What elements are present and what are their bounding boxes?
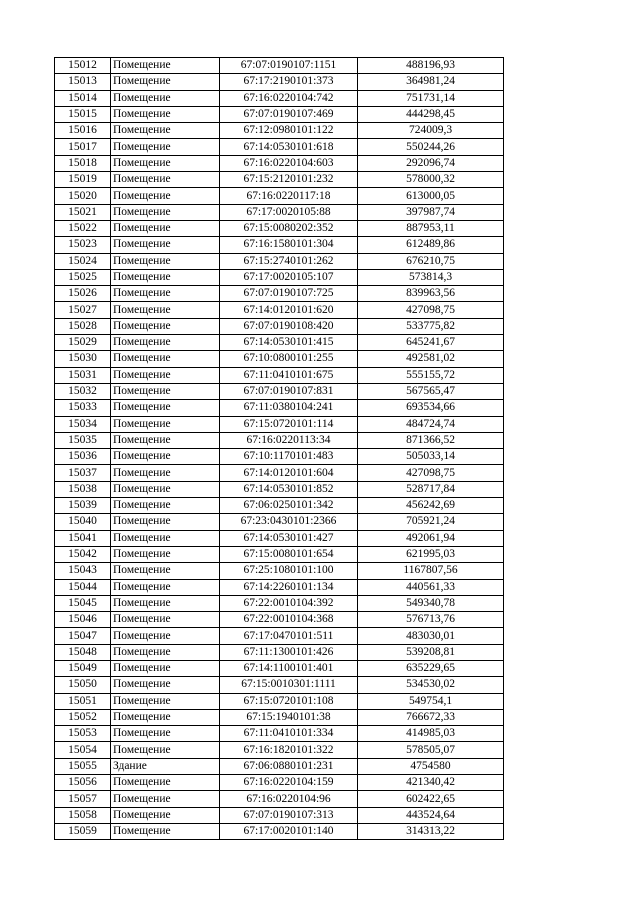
cadastral-value: 621995,03 <box>358 546 504 562</box>
cadastral-value: 612489,86 <box>358 237 504 253</box>
row-number: 15027 <box>55 302 111 318</box>
cadastral-value: 602422,65 <box>358 791 504 807</box>
cadastral-number: 67:16:1580101:304 <box>220 237 358 253</box>
cadastral-number: 67:23:0430101:2366 <box>220 514 358 530</box>
table-row <box>55 188 504 204</box>
cadastral-value: 364981,24 <box>358 74 504 90</box>
table-row <box>55 204 504 220</box>
object-type: Помещение <box>111 400 220 416</box>
cadastral-number: 67:15:0720101:108 <box>220 693 358 709</box>
row-number: 15043 <box>55 563 111 579</box>
cadastral-value: 534530,02 <box>358 677 504 693</box>
table-row <box>55 449 504 465</box>
object-type: Помещение <box>111 74 220 90</box>
row-number: 15025 <box>55 269 111 285</box>
table-row <box>55 726 504 742</box>
row-number: 15036 <box>55 449 111 465</box>
cadastral-value: 635229,65 <box>358 660 504 676</box>
object-type: Помещение <box>111 449 220 465</box>
table-row <box>55 269 504 285</box>
table-row <box>55 628 504 644</box>
row-number: 15040 <box>55 514 111 530</box>
cadastral-number: 67:22:0010104:368 <box>220 612 358 628</box>
object-type: Помещение <box>111 693 220 709</box>
object-type: Помещение <box>111 416 220 432</box>
row-number: 15058 <box>55 807 111 823</box>
cadastral-number: 67:16:1820101:322 <box>220 742 358 758</box>
object-type: Помещение <box>111 106 220 122</box>
table-row <box>55 579 504 595</box>
cadastral-value: 751731,14 <box>358 90 504 106</box>
cadastral-number: 67:14:0530101:618 <box>220 139 358 155</box>
table-row <box>55 302 504 318</box>
cadastral-number: 67:07:0190107:1151 <box>220 58 358 74</box>
cadastral-value: 549754,1 <box>358 693 504 709</box>
cadastral-number: 67:25:1080101:100 <box>220 563 358 579</box>
table-row <box>55 791 504 807</box>
object-type: Помещение <box>111 628 220 644</box>
cadastral-value: 440561,33 <box>358 579 504 595</box>
cadastral-number: 67:17:0020105:107 <box>220 269 358 285</box>
cadastral-value: 528717,84 <box>358 481 504 497</box>
cadastral-number: 67:07:0190108:420 <box>220 318 358 334</box>
row-number: 15039 <box>55 498 111 514</box>
cadastral-value: 4754580 <box>358 758 504 774</box>
table-row <box>55 286 504 302</box>
row-number: 15041 <box>55 530 111 546</box>
object-type: Помещение <box>111 318 220 334</box>
table-row <box>55 807 504 823</box>
property-table <box>54 57 504 840</box>
cadastral-value: 492581,02 <box>358 351 504 367</box>
table-row <box>55 220 504 236</box>
table-row <box>55 612 504 628</box>
table-row <box>55 172 504 188</box>
object-type: Помещение <box>111 709 220 725</box>
table-row <box>55 595 504 611</box>
table-row <box>55 139 504 155</box>
cadastral-value: 414985,03 <box>358 726 504 742</box>
cadastral-value: 488196,93 <box>358 58 504 74</box>
table-row <box>55 383 504 399</box>
cadastral-number: 67:14:0120101:620 <box>220 302 358 318</box>
table-row <box>55 758 504 774</box>
object-type: Помещение <box>111 563 220 579</box>
cadastral-number: 67:14:0530101:415 <box>220 335 358 351</box>
cadastral-value: 573814,3 <box>358 269 504 285</box>
row-number: 15024 <box>55 253 111 269</box>
row-number: 15059 <box>55 823 111 839</box>
cadastral-number: 67:15:0080202:352 <box>220 220 358 236</box>
cadastral-number: 67:15:0720101:114 <box>220 416 358 432</box>
object-type: Помещение <box>111 481 220 497</box>
cadastral-number: 67:14:0530101:427 <box>220 530 358 546</box>
object-type: Помещение <box>111 172 220 188</box>
cadastral-value: 645241,67 <box>358 335 504 351</box>
table-row <box>55 563 504 579</box>
table-row <box>55 318 504 334</box>
object-type: Помещение <box>111 514 220 530</box>
row-number: 15022 <box>55 220 111 236</box>
table-row <box>55 400 504 416</box>
object-type: Помещение <box>111 155 220 171</box>
row-number: 15026 <box>55 286 111 302</box>
table-row <box>55 514 504 530</box>
object-type: Помещение <box>111 123 220 139</box>
cadastral-value: 613000,05 <box>358 188 504 204</box>
cadastral-number: 67:11:0410101:675 <box>220 367 358 383</box>
cadastral-value: 539208,81 <box>358 644 504 660</box>
object-type: Помещение <box>111 269 220 285</box>
cadastral-number: 67:14:1100101:401 <box>220 660 358 676</box>
cadastral-value: 533775,82 <box>358 318 504 334</box>
row-number: 15035 <box>55 432 111 448</box>
cadastral-value: 397987,74 <box>358 204 504 220</box>
table-row <box>55 498 504 514</box>
cadastral-number: 67:17:2190101:373 <box>220 74 358 90</box>
table-row <box>55 546 504 562</box>
row-number: 15046 <box>55 612 111 628</box>
object-type: Помещение <box>111 644 220 660</box>
cadastral-number: 67:06:0250101:342 <box>220 498 358 514</box>
cadastral-number: 67:07:0190107:831 <box>220 383 358 399</box>
row-number: 15051 <box>55 693 111 709</box>
table-row <box>55 823 504 839</box>
row-number: 15034 <box>55 416 111 432</box>
table-row <box>55 693 504 709</box>
row-number: 15032 <box>55 383 111 399</box>
table-row <box>55 123 504 139</box>
object-type: Помещение <box>111 612 220 628</box>
cadastral-number: 67:07:0190107:725 <box>220 286 358 302</box>
cadastral-value: 443524,64 <box>358 807 504 823</box>
cadastral-number: 67:14:0530101:852 <box>220 481 358 497</box>
cadastral-number: 67:07:0190107:313 <box>220 807 358 823</box>
object-type: Помещение <box>111 775 220 791</box>
row-number: 15021 <box>55 204 111 220</box>
cadastral-number: 67:15:2740101:262 <box>220 253 358 269</box>
cadastral-value: 555155,72 <box>358 367 504 383</box>
row-number: 15053 <box>55 726 111 742</box>
cadastral-value: 549340,78 <box>358 595 504 611</box>
table-row <box>55 465 504 481</box>
cadastral-number: 67:11:1300101:426 <box>220 644 358 660</box>
cadastral-number: 67:17:0020105:88 <box>220 204 358 220</box>
cadastral-value: 578505,07 <box>358 742 504 758</box>
row-number: 15029 <box>55 335 111 351</box>
table-row <box>55 253 504 269</box>
table-row <box>55 90 504 106</box>
cadastral-value: 427098,75 <box>358 302 504 318</box>
row-number: 15052 <box>55 709 111 725</box>
row-number: 15023 <box>55 237 111 253</box>
row-number: 15031 <box>55 367 111 383</box>
object-type: Помещение <box>111 742 220 758</box>
row-number: 15017 <box>55 139 111 155</box>
row-number: 15028 <box>55 318 111 334</box>
object-type: Помещение <box>111 188 220 204</box>
table-row <box>55 335 504 351</box>
object-type: Помещение <box>111 579 220 595</box>
cadastral-number: 67:22:0010104:392 <box>220 595 358 611</box>
cadastral-value: 550244,26 <box>358 139 504 155</box>
row-number: 15015 <box>55 106 111 122</box>
table-row <box>55 530 504 546</box>
cadastral-value: 871366,52 <box>358 432 504 448</box>
cadastral-value: 705921,24 <box>358 514 504 530</box>
row-number: 15014 <box>55 90 111 106</box>
row-number: 15045 <box>55 595 111 611</box>
cadastral-value: 456242,69 <box>358 498 504 514</box>
row-number: 15050 <box>55 677 111 693</box>
cadastral-value: 839963,56 <box>358 286 504 302</box>
cadastral-value: 444298,45 <box>358 106 504 122</box>
table-row <box>55 432 504 448</box>
cadastral-number: 67:16:0220104:96 <box>220 791 358 807</box>
cadastral-value: 576713,76 <box>358 612 504 628</box>
object-type: Помещение <box>111 432 220 448</box>
cadastral-number: 67:11:0380104:241 <box>220 400 358 416</box>
object-type: Помещение <box>111 726 220 742</box>
table-row <box>55 775 504 791</box>
cadastral-value: 693534,66 <box>358 400 504 416</box>
table-row <box>55 677 504 693</box>
row-number: 15019 <box>55 172 111 188</box>
table-row <box>55 74 504 90</box>
cadastral-number: 67:15:1940101:38 <box>220 709 358 725</box>
cadastral-number: 67:06:0880101:231 <box>220 758 358 774</box>
cadastral-number: 67:16:0220117:18 <box>220 188 358 204</box>
cadastral-value: 483030,01 <box>358 628 504 644</box>
table-row <box>55 481 504 497</box>
cadastral-value: 505033,14 <box>358 449 504 465</box>
cadastral-value: 292096,74 <box>358 155 504 171</box>
row-number: 15049 <box>55 660 111 676</box>
cadastral-number: 67:10:0800101:255 <box>220 351 358 367</box>
object-type: Помещение <box>111 204 220 220</box>
object-type: Помещение <box>111 302 220 318</box>
cadastral-number: 67:17:0470101:511 <box>220 628 358 644</box>
object-type: Помещение <box>111 595 220 611</box>
object-type: Помещение <box>111 807 220 823</box>
row-number: 15033 <box>55 400 111 416</box>
row-number: 15048 <box>55 644 111 660</box>
property-table-body <box>55 58 504 840</box>
object-type: Помещение <box>111 530 220 546</box>
object-type: Помещение <box>111 498 220 514</box>
cadastral-value: 887953,11 <box>358 220 504 236</box>
cadastral-value: 578000,32 <box>358 172 504 188</box>
cadastral-number: 67:12:0980101:122 <box>220 123 358 139</box>
table-row <box>55 237 504 253</box>
table-row <box>55 742 504 758</box>
table-row <box>55 709 504 725</box>
object-type: Помещение <box>111 58 220 74</box>
cadastral-number: 67:11:0410101:334 <box>220 726 358 742</box>
table-row <box>55 660 504 676</box>
cadastral-number: 67:14:0120101:604 <box>220 465 358 481</box>
cadastral-number: 67:16:0220104:603 <box>220 155 358 171</box>
row-number: 15016 <box>55 123 111 139</box>
row-number: 15057 <box>55 791 111 807</box>
object-type: Помещение <box>111 286 220 302</box>
row-number: 15038 <box>55 481 111 497</box>
row-number: 15054 <box>55 742 111 758</box>
object-type: Помещение <box>111 220 220 236</box>
table-row <box>55 351 504 367</box>
cadastral-number: 67:14:2260101:134 <box>220 579 358 595</box>
object-type: Помещение <box>111 335 220 351</box>
cadastral-number: 67:10:1170101:483 <box>220 449 358 465</box>
table-row <box>55 155 504 171</box>
cadastral-value: 1167807,56 <box>358 563 504 579</box>
cadastral-value: 421340,42 <box>358 775 504 791</box>
object-type: Помещение <box>111 351 220 367</box>
row-number: 15012 <box>55 58 111 74</box>
cadastral-value: 724009,3 <box>358 123 504 139</box>
cadastral-value: 484724,74 <box>358 416 504 432</box>
table-row <box>55 58 504 74</box>
cadastral-number: 67:17:0020101:140 <box>220 823 358 839</box>
object-type: Помещение <box>111 465 220 481</box>
cadastral-number: 67:16:0220104:742 <box>220 90 358 106</box>
row-number: 15055 <box>55 758 111 774</box>
object-type: Помещение <box>111 367 220 383</box>
object-type: Помещение <box>111 139 220 155</box>
object-type: Помещение <box>111 677 220 693</box>
object-type: Здание <box>111 758 220 774</box>
object-type: Помещение <box>111 823 220 839</box>
cadastral-value: 314313,22 <box>358 823 504 839</box>
cadastral-value: 492061,94 <box>358 530 504 546</box>
row-number: 15047 <box>55 628 111 644</box>
cadastral-value: 766672,33 <box>358 709 504 725</box>
cadastral-number: 67:15:0010301:1111 <box>220 677 358 693</box>
cadastral-value: 676210,75 <box>358 253 504 269</box>
object-type: Помещение <box>111 546 220 562</box>
row-number: 15044 <box>55 579 111 595</box>
cadastral-value: 567565,47 <box>358 383 504 399</box>
object-type: Помещение <box>111 791 220 807</box>
object-type: Помещение <box>111 237 220 253</box>
table-row <box>55 106 504 122</box>
cadastral-number: 67:16:0220104:159 <box>220 775 358 791</box>
row-number: 15013 <box>55 74 111 90</box>
object-type: Помещение <box>111 383 220 399</box>
table-row <box>55 367 504 383</box>
cadastral-number: 67:16:0220113:34 <box>220 432 358 448</box>
row-number: 15056 <box>55 775 111 791</box>
row-number: 15037 <box>55 465 111 481</box>
object-type: Помещение <box>111 90 220 106</box>
object-type: Помещение <box>111 660 220 676</box>
table-row <box>55 644 504 660</box>
table-row <box>55 416 504 432</box>
row-number: 15042 <box>55 546 111 562</box>
cadastral-value: 427098,75 <box>358 465 504 481</box>
row-number: 15030 <box>55 351 111 367</box>
row-number: 15020 <box>55 188 111 204</box>
object-type: Помещение <box>111 253 220 269</box>
cadastral-number: 67:15:0080101:654 <box>220 546 358 562</box>
cadastral-number: 67:15:2120101:232 <box>220 172 358 188</box>
row-number: 15018 <box>55 155 111 171</box>
cadastral-number: 67:07:0190107:469 <box>220 106 358 122</box>
